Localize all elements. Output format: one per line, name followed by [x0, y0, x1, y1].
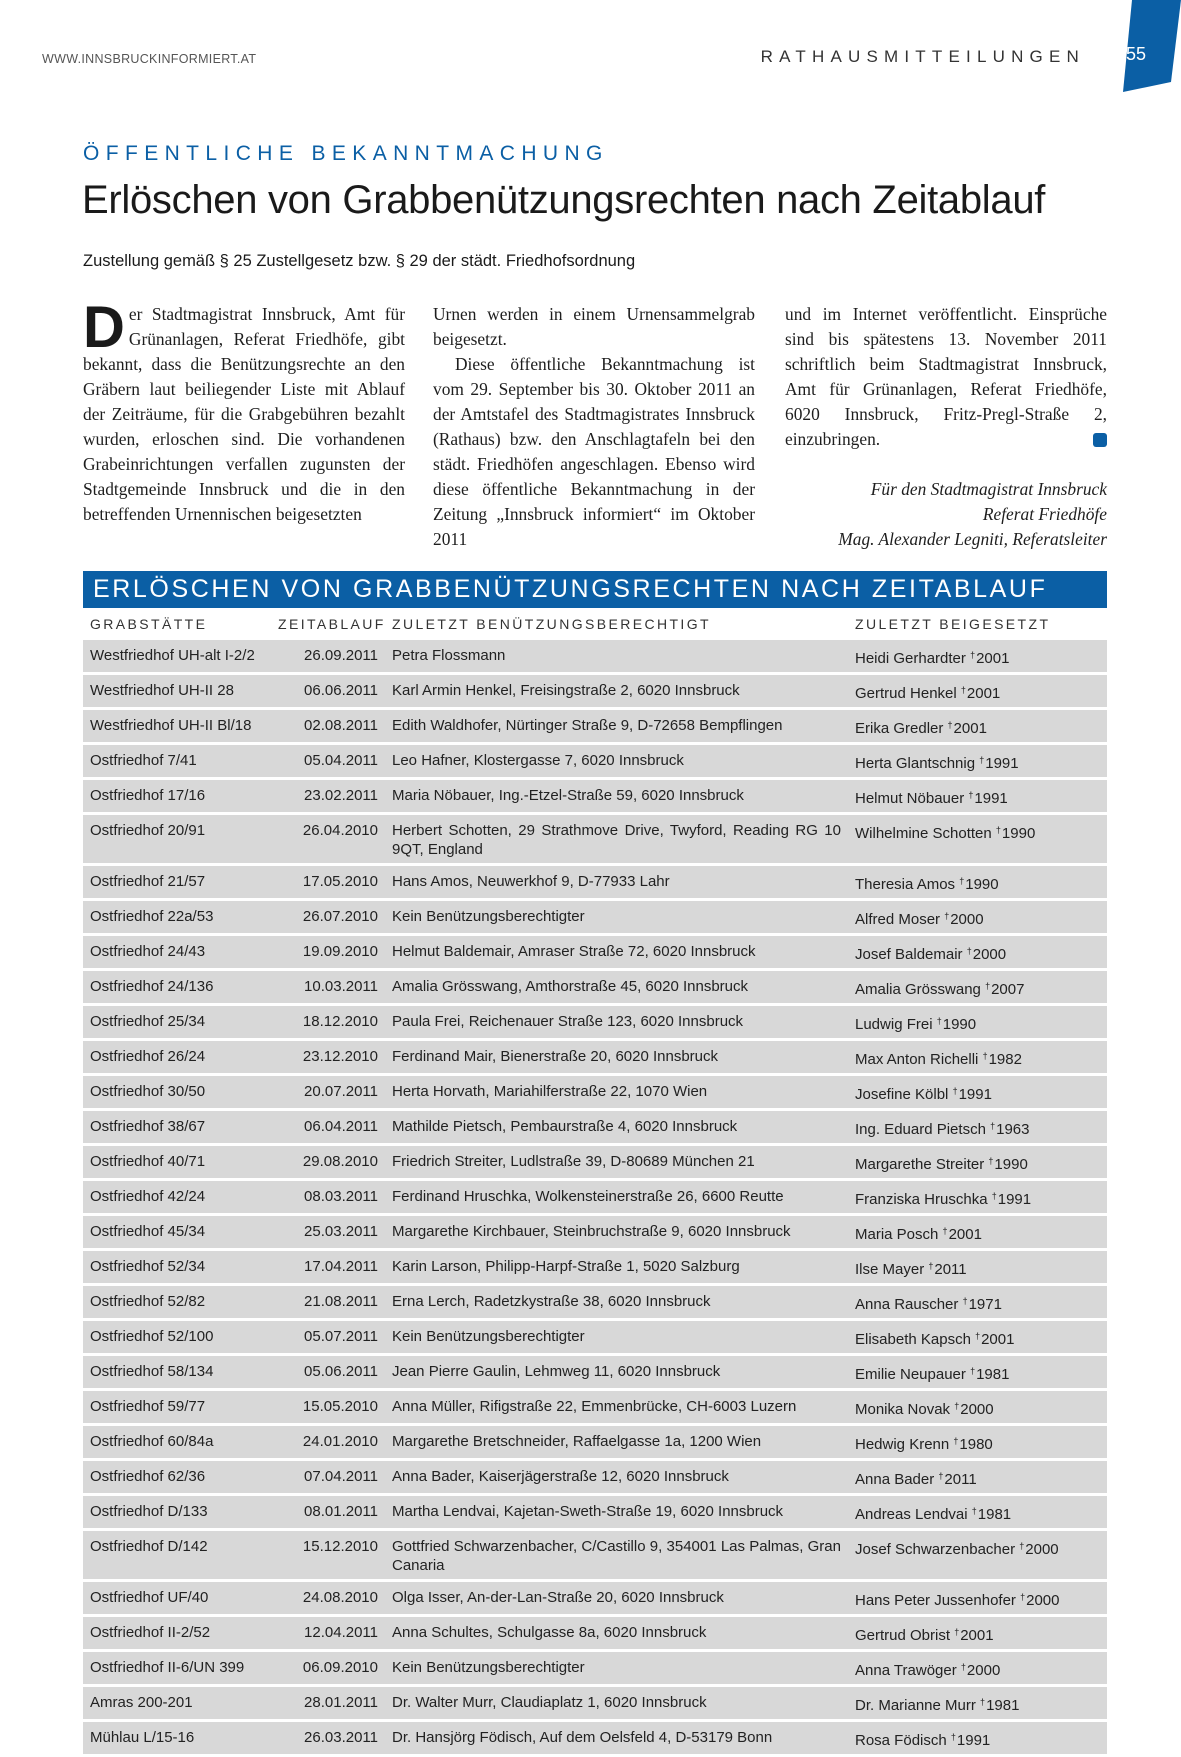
- buried-name: Elisabeth Kapsch: [855, 1331, 971, 1348]
- death-year: 2000: [960, 1401, 994, 1418]
- table-row: [83, 1251, 1107, 1286]
- buried-cell: [841, 1222, 1107, 1244]
- holder-cell: Dr. Hansjörg Födisch, Auf dem Oelsfeld 4, D-53179 Bonn: [392, 1729, 773, 1746]
- grave-cell: Ostfriedhof 26/24: [90, 1048, 206, 1065]
- table-row: [83, 1216, 1107, 1251]
- death-cross-icon: †: [944, 911, 950, 921]
- table-row: [83, 1111, 1107, 1146]
- site-url[interactable]: WWW.INNSBRUCKINFORMIERT.AT: [42, 52, 257, 66]
- page-title: Erlöschen von Grabbenützungsrechten nach Zeitablauf: [82, 178, 1046, 222]
- expiry-date-cell: 05.04.2011: [304, 752, 378, 769]
- buried-cell: [841, 1327, 1107, 1349]
- buried-name: Andreas Lendvai: [855, 1506, 968, 1523]
- buried-cell: [841, 942, 1107, 964]
- table-row: [83, 1617, 1107, 1652]
- grave-cell: Ostfriedhof 60/84a: [90, 1433, 214, 1450]
- death-year: 2001: [948, 1226, 982, 1243]
- grave-cell: Ostfriedhof 17/16: [90, 787, 206, 804]
- grave-cell: Ostfriedhof 24/43: [90, 943, 206, 960]
- table-row: [83, 1426, 1107, 1461]
- buried-name: Anna Trawöger: [855, 1662, 957, 1679]
- grave-cell: Ostfriedhof 7/41: [90, 752, 197, 769]
- table-row: [83, 710, 1107, 745]
- holder-cell: Mathilde Pietsch, Pembaurstraße 4, 6020 Innsbruck: [392, 1118, 738, 1135]
- buried-name: Helmut Nöbauer: [855, 790, 965, 807]
- holder-cell: Friedrich Streiter, Ludlstraße 39, D-80689 München 21: [392, 1153, 755, 1170]
- buried-name: Erika Gredler: [855, 720, 944, 737]
- holder-cell: Margarethe Bretschneider, Raffaelgasse 1a, 1200 Wien: [392, 1433, 762, 1450]
- buried-cell: [841, 681, 1107, 703]
- death-year: 1982: [988, 1051, 1022, 1068]
- holder-cell: Martha Lendvai, Kajetan-Sweth-Straße 19, 6020 Innsbruck: [392, 1503, 784, 1520]
- death-cross-icon: †: [954, 1627, 960, 1637]
- table-row: [83, 1582, 1107, 1617]
- table-row: [83, 971, 1107, 1006]
- holder-cell: Maria Nöbauer, Ing.-Etzel-Straße 59, 6020 Innsbruck: [392, 787, 744, 804]
- buried-name: Herta Glantschnig: [855, 755, 976, 772]
- expiry-date-cell: 15.12.2010: [302, 1538, 378, 1555]
- buried-cell: [841, 716, 1107, 738]
- death-year: 1963: [996, 1121, 1030, 1138]
- signature-line: Mag. Alexander Legniti, Referatsleiter: [838, 529, 1107, 549]
- table-row: [83, 780, 1107, 815]
- buried-name: Emilie Neupauer: [855, 1366, 966, 1383]
- table-row: [83, 1146, 1107, 1181]
- table-row: [83, 640, 1107, 675]
- grave-cell: Ostfriedhof 24/136: [90, 978, 214, 995]
- buried-cell: [841, 1467, 1107, 1489]
- buried-cell: [841, 1292, 1107, 1314]
- expiry-date-cell: 19.09.2010: [302, 943, 378, 960]
- holder-cell: Kein Benützungsberechtigter: [392, 1659, 585, 1676]
- buried-cell: [841, 1728, 1107, 1750]
- death-year: 1990: [942, 1016, 977, 1033]
- death-year: 1991: [985, 755, 1019, 772]
- death-cross-icon: †: [979, 755, 985, 765]
- grave-cell: Ostfriedhof 62/36: [90, 1468, 206, 1485]
- body-column-2: [433, 302, 755, 552]
- signature-line: Referat Friedhöfe: [982, 504, 1107, 524]
- holder-cell: Kein Benützungsberechtigter: [392, 1328, 585, 1345]
- buried-cell: [841, 1693, 1107, 1715]
- buried-cell: [841, 1397, 1107, 1419]
- death-year: 1981: [977, 1506, 1012, 1523]
- table-body: [83, 640, 1107, 1757]
- death-cross-icon: †: [959, 876, 965, 886]
- grave-cell: Ostfriedhof 21/57: [90, 873, 206, 890]
- buried-name: Ilse Mayer: [855, 1261, 925, 1278]
- buried-name: Anna Bader: [855, 1471, 935, 1488]
- buried-name: Monika Novak: [855, 1401, 951, 1418]
- holder-cell: Herbert Schotten, 29 Strathmove Drive, Twyford, Reading RG 10 9QT, England: [392, 822, 841, 858]
- death-cross-icon: †: [928, 1261, 934, 1271]
- grave-cell: Ostfriedhof UF/40: [90, 1589, 209, 1606]
- grave-cell: Ostfriedhof D/133: [90, 1503, 208, 1520]
- holder-cell: Helmut Baldemair, Amraser Straße 72, 6020 Innsbruck: [392, 943, 756, 960]
- grave-cell: Westfriedhof UH-alt I-2/2: [90, 647, 255, 664]
- death-cross-icon: †: [982, 1051, 988, 1061]
- expiry-date-cell: 05.07.2011: [304, 1328, 378, 1345]
- table-row: [83, 675, 1107, 710]
- buried-cell: [841, 1588, 1107, 1610]
- expiry-date-cell: 28.01.2011: [304, 1694, 378, 1711]
- table-title: ERLÖSCHEN VON GRABBENÜTZUNGSRECHTEN NACH ZEITABLAUF: [83, 571, 1107, 608]
- grave-cell: Westfriedhof UH-II Bl/18: [90, 717, 252, 734]
- expiry-date-cell: 17.05.2010: [302, 873, 378, 890]
- buried-name: Margarethe Streiter: [855, 1156, 985, 1173]
- page-number: 55: [1125, 44, 1147, 64]
- buried-name: Amalia Grösswang: [855, 981, 981, 998]
- buried-name: Gertrud Obrist: [855, 1627, 951, 1644]
- death-cross-icon: †: [950, 1732, 956, 1742]
- grave-cell: Ostfriedhof 38/67: [90, 1118, 206, 1135]
- grave-cell: Amras 200-201: [90, 1694, 193, 1711]
- holder-cell: Jean Pierre Gaulin, Lehmweg 11, 6020 Innsbruck: [392, 1363, 721, 1380]
- expiry-date-cell: 05.06.2011: [304, 1363, 378, 1380]
- death-cross-icon: †: [954, 1401, 960, 1411]
- buried-name: Franziska Hruschka: [855, 1191, 988, 1208]
- death-year: 2001: [981, 1331, 1015, 1348]
- grave-rights-table: [83, 571, 1107, 1757]
- buried-name: Dr. Marianne Murr: [855, 1697, 976, 1714]
- death-year: 2000: [950, 911, 984, 928]
- death-cross-icon: †: [988, 1156, 994, 1166]
- grave-cell: Ostfriedhof 45/34: [90, 1223, 206, 1240]
- table-row: [83, 1041, 1107, 1076]
- death-cross-icon: †: [968, 790, 974, 800]
- death-year: 2000: [1026, 1592, 1060, 1609]
- column-header-expiry: ZEITABLAUF: [278, 616, 386, 632]
- buried-cell: [841, 1012, 1107, 1034]
- grave-cell: Ostfriedhof 20/91: [90, 822, 206, 839]
- body-text: Diese öffentliche Bekanntmachung ist vom 29. September bis 30. Oktober 2011 an der Amtstafel des Stadtmagistrates Innsbruck (Rathaus) bzw. den Anschlagtafeln bei den städt. Friedhöfen angeschlagen. Ebenso wird diese öffentliche Bekanntmachung in der Zeitung „Innsbruck informiert“ im Oktober 2011: [433, 354, 755, 549]
- holder-cell: Hans Amos, Neuwerkhof 9, D-77933 Lahr: [392, 873, 670, 890]
- holder-cell: Ferdinand Mair, Bienerstraße 20, 6020 Innsbruck: [392, 1048, 719, 1065]
- grave-cell: Ostfriedhof II-6/UN 399: [90, 1659, 245, 1676]
- buried-cell: [841, 977, 1107, 999]
- buried-name: Ludwig Frei: [855, 1016, 933, 1033]
- buried-name: Theresia Amos: [855, 876, 956, 893]
- expiry-date-cell: 20.07.2011: [304, 1083, 378, 1100]
- table-row: [83, 1496, 1107, 1531]
- death-year: 1990: [994, 1156, 1028, 1173]
- holder-cell: Karl Armin Henkel, Freisingstraße 2, 6020 Innsbruck: [392, 682, 740, 699]
- expiry-date-cell: 12.04.2011: [304, 1624, 378, 1641]
- holder-cell: Leo Hafner, Klostergasse 7, 6020 Innsbruck: [392, 752, 684, 769]
- death-year: 2001: [960, 1627, 994, 1644]
- buried-name: Wilhelmine Schotten: [855, 825, 992, 842]
- death-cross-icon: †: [990, 1121, 996, 1131]
- expiry-date-cell: 29.08.2010: [302, 1153, 378, 1170]
- table-row: [83, 1652, 1107, 1687]
- death-cross-icon: †: [980, 1697, 986, 1707]
- death-cross-icon: †: [991, 1191, 997, 1201]
- drop-cap: D: [83, 295, 125, 360]
- table-row: [83, 1722, 1107, 1757]
- buried-name: Josef Baldemair: [855, 946, 963, 963]
- buried-name: Heidi Gerhardter: [855, 650, 966, 667]
- signature-block: [785, 477, 1107, 552]
- buried-name: Anna Rauscher: [855, 1296, 959, 1313]
- body-column-1: [83, 295, 405, 527]
- death-cross-icon: †: [960, 1662, 966, 1672]
- table-row: [83, 936, 1107, 971]
- table-row: [83, 745, 1107, 780]
- expiry-date-cell: 24.08.2010: [302, 1589, 378, 1606]
- grave-cell: Ostfriedhof 22a/53: [90, 908, 214, 925]
- death-year: 2001: [953, 720, 987, 737]
- body-text: und im Internet veröffentlicht. Einsprüche sind bis spätestens 13. November 2011 schriftlich beim Stadtmagistrat Innsbruck, Amt für Grünanlagen, Referat Friedhöfe, 6020 Innsbruck, Fritz-Pregl-Straße 2, einzubringen.: [785, 304, 1107, 449]
- death-year: 1991: [974, 790, 1008, 807]
- holder-cell: Kein Benützungsberechtigter: [392, 908, 585, 925]
- buried-cell: [841, 1623, 1107, 1645]
- table-row: [83, 1076, 1107, 1111]
- body-text: Urnen werden in einem Urnensammelgrab beigesetzt.: [433, 304, 755, 349]
- buried-cell: [841, 646, 1107, 668]
- death-cross-icon: †: [1019, 1541, 1025, 1551]
- column-header-grave: GRABSTÄTTE: [90, 616, 208, 632]
- death-cross-icon: †: [966, 946, 972, 956]
- expiry-date-cell: 26.07.2010: [302, 908, 378, 925]
- grave-cell: Westfriedhof UH-II 28: [90, 682, 234, 699]
- expiry-date-cell: 18.12.2010: [302, 1013, 378, 1030]
- expiry-date-cell: 06.06.2011: [304, 682, 378, 699]
- table-row: [83, 1461, 1107, 1496]
- death-year: 1971: [968, 1296, 1002, 1313]
- buried-cell: [841, 1152, 1107, 1174]
- expiry-date-cell: 17.04.2011: [304, 1258, 378, 1275]
- buried-cell: [841, 1187, 1107, 1209]
- buried-name: Hedwig Krenn: [855, 1436, 950, 1453]
- table-header: [83, 608, 1107, 640]
- body-column-3: [785, 302, 1107, 552]
- grave-cell: Ostfriedhof II-2/52: [90, 1624, 211, 1641]
- grave-cell: Ostfriedhof D/142: [90, 1538, 208, 1555]
- table-row: [83, 866, 1107, 901]
- grave-cell: Ostfriedhof 52/34: [90, 1258, 206, 1275]
- buried-name: Gertrud Henkel: [855, 685, 957, 702]
- death-cross-icon: †: [985, 981, 991, 991]
- grave-cell: Ostfriedhof 25/34: [90, 1013, 206, 1030]
- buried-name: Alfred Moser: [855, 911, 941, 928]
- expiry-date-cell: 26.03.2011: [304, 1729, 378, 1746]
- death-year: 2011: [944, 1471, 977, 1488]
- buried-cell: [841, 872, 1107, 894]
- buried-name: Ing. Eduard Pietsch: [855, 1121, 986, 1138]
- death-year: 2007: [991, 981, 1025, 998]
- table-row: [83, 1531, 1107, 1582]
- holder-cell: Anna Müller, Rifigstraße 22, Emmenbrücke, CH-6003 Luzern: [392, 1398, 797, 1415]
- holder-cell: Herta Horvath, Mariahilferstraße 22, 1070 Wien: [392, 1083, 708, 1100]
- expiry-date-cell: 26.04.2010: [302, 822, 378, 839]
- buried-cell: [841, 1658, 1107, 1680]
- table-row: [83, 1006, 1107, 1041]
- death-year: 2001: [976, 650, 1010, 667]
- buried-name: Maria Posch: [855, 1226, 939, 1243]
- death-year: 1991: [956, 1732, 991, 1749]
- buried-cell: [841, 907, 1107, 929]
- death-cross-icon: †: [971, 1506, 977, 1516]
- holder-cell: Anna Schultes, Schulgasse 8a, 6020 Innsbruck: [392, 1624, 707, 1641]
- buried-cell: [841, 786, 1107, 808]
- death-year: 2000: [972, 946, 1007, 963]
- table-row: [83, 1181, 1107, 1216]
- expiry-date-cell: 10.03.2011: [304, 978, 378, 995]
- buried-name: Hans Peter Jussenhofer: [855, 1592, 1016, 1609]
- holder-cell: Erna Lerch, Radetzkystraße 38, 6020 Innsbruck: [392, 1293, 711, 1310]
- grave-cell: Ostfriedhof 42/24: [90, 1188, 206, 1205]
- expiry-date-cell: 08.03.2011: [304, 1188, 378, 1205]
- death-cross-icon: †: [947, 720, 953, 730]
- death-cross-icon: †: [995, 825, 1001, 835]
- expiry-date-cell: 23.12.2010: [302, 1048, 378, 1065]
- end-of-article-square-icon: [1093, 433, 1107, 447]
- signature-line: Für den Stadtmagistrat Innsbruck: [870, 479, 1107, 499]
- death-year: 2000: [966, 1662, 1001, 1679]
- holder-cell: Olga Isser, An-der-Lan-Straße 20, 6020 Innsbruck: [392, 1589, 724, 1606]
- section-name: RATHAUSMITTEILUNGEN: [760, 47, 1085, 66]
- buried-name: Josefine Kölbl: [855, 1086, 949, 1103]
- expiry-date-cell: 15.05.2010: [302, 1398, 378, 1415]
- death-cross-icon: †: [962, 1296, 968, 1306]
- article-kicker: ÖFFENTLICHE BEKANNTMACHUNG: [83, 142, 609, 165]
- column-header-holder: ZULETZT BENÜTZUNGSBERECHTIGT: [392, 616, 711, 632]
- table-row: [83, 901, 1107, 936]
- death-cross-icon: †: [936, 1016, 942, 1026]
- buried-cell: [841, 1117, 1107, 1139]
- table-row: [83, 815, 1107, 866]
- expiry-date-cell: 24.01.2010: [302, 1433, 378, 1450]
- grave-cell: Ostfriedhof 52/100: [90, 1328, 214, 1345]
- column-header-buried: ZULETZT BEIGESETZT: [855, 616, 1051, 632]
- body-text: er Stadtmagistrat Innsbruck, Amt für Grünanlagen, Referat Friedhöfe, gibt bekannt, dass die Benützungsrechte an den Gräbern laut beiliegender Liste mit Ablauf der Zeiträume, für die Grabgebühren bezahlt wurden, erloschen sind. Die vorhandenen Grabeinrichtungen verfallen zugunsten der Stadtgemeinde Innsbruck und die in den betreffenden Urnennischen beigesetzten: [83, 304, 405, 524]
- death-year: 1981: [986, 1697, 1020, 1714]
- holder-cell: Petra Flossmann: [392, 647, 506, 664]
- death-year: 1980: [959, 1436, 993, 1453]
- holder-cell: Ferdinand Hruschka, Wolkensteinerstraße 26, 6600 Reutte: [392, 1188, 784, 1205]
- holder-cell: Paula Frei, Reichenauer Straße 123, 6020 Innsbruck: [392, 1013, 744, 1030]
- buried-name: Rosa Födisch: [855, 1732, 947, 1749]
- holder-cell: Dr. Walter Murr, Claudiaplatz 1, 6020 Innsbruck: [392, 1694, 707, 1711]
- buried-name: Josef Schwarzenbacher: [855, 1541, 1016, 1558]
- holder-cell: Margarethe Kirchbauer, Steinbruchstraße 9, 6020 Innsbruck: [392, 1223, 791, 1240]
- holder-cell: Anna Bader, Kaiserjägerstraße 12, 6020 Innsbruck: [392, 1468, 729, 1485]
- buried-cell: [841, 751, 1107, 773]
- grave-cell: Mühlau L/15-16: [90, 1729, 195, 1746]
- expiry-date-cell: 21.08.2011: [304, 1293, 378, 1310]
- death-year: 2000: [1025, 1541, 1059, 1558]
- buried-cell: [841, 1537, 1107, 1575]
- death-cross-icon: †: [970, 650, 976, 660]
- expiry-date-cell: 06.09.2010: [302, 1659, 378, 1676]
- expiry-date-cell: 06.04.2011: [304, 1118, 378, 1135]
- article-subline: Zustellung gemäß § 25 Zustellgesetz bzw. § 29 der städt. Friedhofsordnung: [83, 252, 636, 270]
- death-cross-icon: †: [938, 1471, 944, 1481]
- table-row: [83, 1687, 1107, 1722]
- table-row: [83, 1286, 1107, 1321]
- holder-cell: Edith Waldhofer, Nürtinger Straße 9, D-72658 Bempflingen: [392, 717, 783, 734]
- death-cross-icon: †: [942, 1226, 948, 1236]
- holder-cell: Amalia Grösswang, Amthorstraße 45, 6020 Innsbruck: [392, 978, 749, 995]
- buried-cell: [841, 1502, 1107, 1524]
- expiry-date-cell: 23.02.2011: [304, 787, 378, 804]
- buried-name: Max Anton Richelli: [855, 1051, 979, 1068]
- table-row: [83, 1391, 1107, 1426]
- death-cross-icon: †: [953, 1436, 959, 1446]
- buried-cell: [841, 1257, 1107, 1279]
- grave-cell: Ostfriedhof 52/82: [90, 1293, 206, 1310]
- death-cross-icon: †: [960, 685, 966, 695]
- expiry-date-cell: 26.09.2011: [304, 647, 378, 664]
- death-cross-icon: †: [1020, 1592, 1026, 1602]
- death-year: 1991: [997, 1191, 1032, 1208]
- death-year: 2001: [966, 685, 1001, 702]
- death-cross-icon: †: [970, 1366, 976, 1376]
- table-row: [83, 1356, 1107, 1391]
- death-year: 1990: [1001, 825, 1036, 842]
- buried-cell: [841, 1047, 1107, 1069]
- grave-cell: Ostfriedhof 40/71: [90, 1153, 206, 1170]
- death-year: 2011: [934, 1261, 967, 1278]
- grave-cell: Ostfriedhof 59/77: [90, 1398, 206, 1415]
- grave-cell: Ostfriedhof 30/50: [90, 1083, 206, 1100]
- buried-cell: [841, 821, 1107, 859]
- buried-cell: [841, 1432, 1107, 1454]
- buried-cell: [841, 1362, 1107, 1384]
- death-year: 1991: [958, 1086, 992, 1103]
- death-cross-icon: †: [952, 1086, 958, 1096]
- table-row: [83, 1321, 1107, 1356]
- holder-cell: Gottfried Schwarzenbacher, C/Castillo 9, 354001 Las Palmas, Gran Canaria: [392, 1538, 841, 1574]
- expiry-date-cell: 07.04.2011: [304, 1468, 378, 1485]
- grave-cell: Ostfriedhof 58/134: [90, 1363, 214, 1380]
- expiry-date-cell: 02.08.2011: [304, 717, 378, 734]
- death-year: 1990: [965, 876, 999, 893]
- buried-cell: [841, 1082, 1107, 1104]
- expiry-date-cell: 25.03.2011: [304, 1223, 378, 1240]
- death-cross-icon: †: [975, 1331, 981, 1341]
- holder-cell: Karin Larson, Philipp-Harpf-Straße 1, 5020 Salzburg: [392, 1258, 740, 1275]
- expiry-date-cell: 08.01.2011: [304, 1503, 378, 1520]
- death-year: 1981: [976, 1366, 1010, 1383]
